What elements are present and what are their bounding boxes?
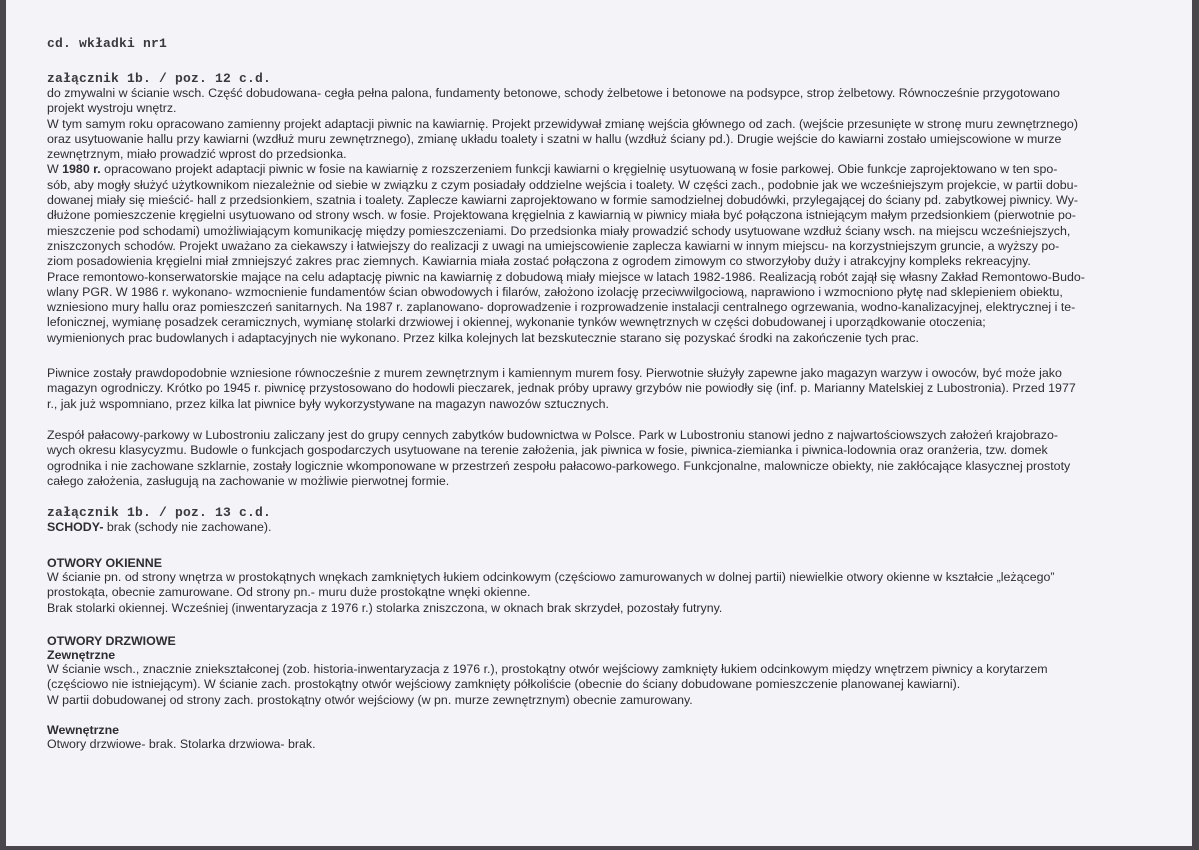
section-12-body [47,86,1157,346]
text-line: W partii dobudowanej od strony zach. prostokątny otwór wejściowy (w pn. murze zewnętrznym) obecnie zamurowany. [47,692,693,707]
doors-title: OTWORY DRZWIOWE [47,634,176,648]
complex-paragraph [47,428,1157,489]
text-line: całego założenia, zasługują na zachowanie w możliwie pierwotnej formie. [47,473,450,488]
section-12-heading: załącznik 1b. / poz. 12 c.d. [47,71,272,86]
text-line: ziom posadowienia kręgielni miał zmniejszyć zakres prac ziemnych. Kawiarnia miała zostać połączona z ogrodem zimowym co stworzyłoby duży i atrakcyjny kompleks rekreacyjny. [47,254,1031,269]
text-line: Otwory drzwiowe- brak. Stolarka drzwiowa- brak. [47,736,316,751]
text-line: lefonicznej, wymianę posadzek ceramicznych, wymianę stolarki drzwiowej i okiennej, wykonanie tynków wewnętrznych w części dobudowanej i uporządkowanie otoczenia; [47,315,986,330]
doors-section [47,634,1157,752]
text-line: W tym samym roku opracowano zamienny projekt adaptacji piwnic na kawiarnię. Projekt przewidywał zmianę wejścia głównego od zach. (wejście przesunięte w stronę muru zewnętrznego) [47,116,1078,131]
text-line: W ścianie pn. od strony wnętrza w prostokątnych wnękach zamkniętych łukiem odcinkowym (częściowo zamurowanych w dolnej partii) niewielkie otwory okienne w kształcie „leżącego” [47,570,1055,584]
text-line: wzniesiono mury hallu oraz pomieszczeń sanitarnych. Na 1987 r. zaplanowano- doprowadzenie i rozprowadzenie instalacji centralnego ogrzewania, wodno-kanalizacyjnej, elektrycznej i te- [47,300,1076,315]
text-line: prostokąta, obecnie zamurowane. Od strony pn.- muru duże prostokątne wnęki okienne. [47,585,531,600]
text-line: Prace remontowo-konserwatorskie mające na celu adaptację piwnic na kawiarnię z dobudową miały miejsce w latach 1982-1986. Realizacją robót zajął się własny Zakład Remontowo-Budo- [47,269,1085,284]
insert-label: cd. wkładki nr1 [47,36,168,51]
text-line: (częściowo nie istniejącym). W ścianie zach. prostokątny otwór wejściowy zamknięty półkoliście (obecnie do ściany dobudowane pomieszczenie planowanej kawiarni). [47,677,961,692]
text-line: zewnętrznym, miało prowadzić wprost do przedsionka. [47,147,347,162]
text-line: do zmywalni w ścianie wsch. Część dobudowana- cegła pełna palona, fundamenty betonowe, schody żelbetowe i betonowe na podsypce, strop żelbetowy. Równocześnie przygotowano [47,86,1060,100]
text-line: oraz usytuowanie hallu przy kawiarni (wzdłuż muru zewnętrznego), zmianę układu toalety i szatni w hallu (wzdłuż ściany pd.). Drugie wejście do kawiarni zostało umiejscowione w murze [47,131,1062,146]
stairs-line [47,520,1157,535]
year-1980: 1980 r. [62,162,101,177]
text-line: wlany PGR. W 1986 r. wykonano- wzmocnienie fundamentów ścian obwodowych i filarów, założono izolację przeciwwilgociową, naprawiono i wzmocniono płytę nad sklepieniem obiektu, [47,284,1063,299]
text-line: wymienionych prac budowlanych i adaptacyjnych nie wykonano. Przez kilka kolejnych lat bezskutecznie starano się pozyskać środki na zakończenie tych prac. [47,330,919,345]
stairs-label: SCHODY- [47,520,104,534]
text-line: Piwnice zostały prawdopodobnie wzniesione równocześnie z murem zewnętrznym i kamiennym murem fosy. Pierwotnie służyły zapewne jako magazyn warzyw i owoców, być może jako [47,366,1062,380]
windows-section [47,556,1157,616]
text-span: opracowano projekt adaptacji piwnic w fosie na kawiarnię z rozszerzeniem funkcji kawiarni o kręgielnię usytuowaną w fosie parkowej. Obie funkcje zaprojektowano w ten spo- [100,162,1058,177]
doors-external-title: Zewnętrzne [47,648,116,662]
doors-internal-title: Wewnętrzne [47,722,120,737]
cellars-paragraph [47,366,1157,412]
text-line: ogrodnika i nie zachowane szklarnie, zostały logicznie wkomponowane w przestrzeń zespołu pałacowo-parkowego. Funkcjonalne, malownicze obiekty, nie zakłócające klasycznej prostoty [47,458,1071,473]
text-line: W ścianie wsch., znacznie zniekształconej (zob. historia-inwentaryzacja z 1976 r.), prostokątny otwór wejściowy zamknięty łukiem odcinkowym między wnętrzem piwnicy a korytarzem [47,662,1048,676]
text-line: mieszczenie pod schodami) umożliwiającym komunikację między pomieszczeniami. Do przedsionka miały prowadzić schody usytuowane wzdłuż ściany wsch. na miejscu wcześniejszych, [47,223,1071,238]
text-span: W [47,162,63,177]
text-line: wych okresu klasycyzmu. Budowle o funkcjach gospodarczych usytuowane na terenie założenia, jak piwnica w fosie, piwnica-ziemianka i piwnica-lodownia oraz oranżeria, tzw. domek [47,443,1048,458]
text-line: dłużone pomieszczenie kręgielni usytuowano od strony wsch. w fosie. Projektowana kręgielnia z kawiarnią w piwnicy miała być połączona istniejącym małym przedsionkiem (pierwotnie po- [47,208,1076,223]
text-line-1980 [47,162,1157,177]
text-line: Zespół pałacowy-parkowy w Lubostroniu zaliczany jest do grupy cennych zabytków budownictwa w Polsce. Park w Lubostroniu stanowi jedno z najwartościowszych założeń krajobrazo- [47,428,1059,442]
text-line: projekt wystroju wnętrz. [47,101,177,116]
text-line: magazyn ogrodniczy. Krótko po 1945 r. piwnicę przystosowano do hodowli pieczarek, jednak próby uprawy grzybów nie powiodły się (inf. p. Marianny Matelskiej z Lubostronia). Przed 1977 [47,381,1076,396]
text-line: Brak stolarki okiennej. Wcześniej (inwentaryzacja z 1976 r.) stolarka zniszczona, w oknach brak skrzydeł, pozostały futryny. [47,600,723,615]
stairs-text: brak (schody nie zachowane). [103,520,272,534]
text-line: zniszczonych schodów. Projekt uważano za ciekawszy i łatwiejszy do realizacji z uwagi na umiejscowienie zaplecza kawiarni w innym miejscu- na korzystniejszym gruncie, a wyższy po- [47,238,1060,253]
text-line: r., jak już wspomniano, przez kilka lat piwnice były wykorzystywane na magazyn nawozów sztucznych. [47,396,609,411]
section-13-heading: załącznik 1b. / poz. 13 c.d. [47,505,272,520]
text-line: dowanej miały się mieścić- hall z przedsionkiem, szatnia i toalety. Zaplecze kawiarni zaprojektowano w formie samodzielnej dobudówki, przylegającej do ściany pd. zabytkowej piwnicy. Wy- [47,193,1079,208]
text-line: sób, aby mogły służyć użytkownikom niezależnie od siebie w związku z czym posiadały oddzielne wejścia i toalety. W części zach., podobnie jak we wcześniejszym projekcie, w partii dobu- [47,177,1078,192]
windows-title: OTWORY OKIENNE [47,556,162,570]
scanned-page [6,0,1192,846]
